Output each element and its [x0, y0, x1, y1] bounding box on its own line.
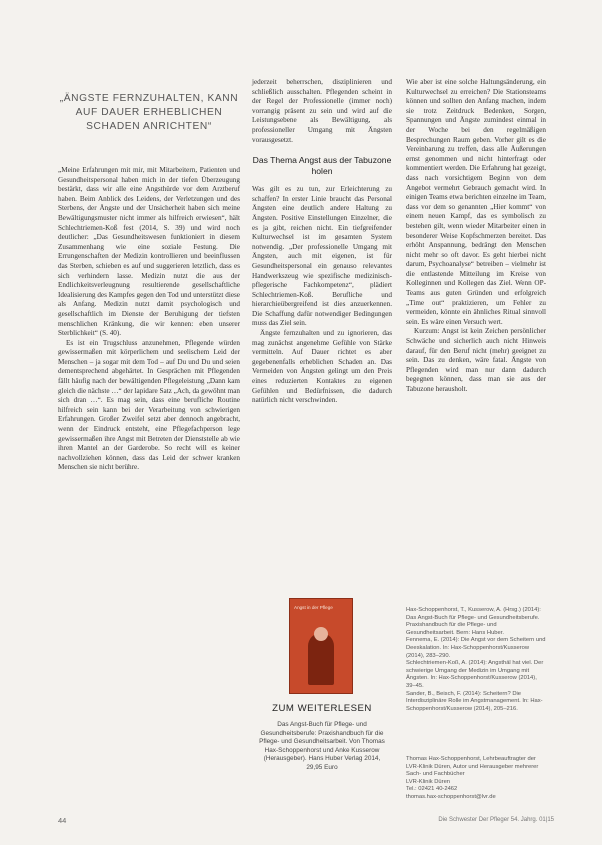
reference-item: Sander, B., Beisch, F. (2014): Scheitern? Die Interdisziplinäre Rolle im Angstmanagement. In: Hax-Schoppenhorst/Kusserow (2014), 205–216.	[406, 690, 543, 712]
column-3	[406, 78, 546, 395]
author-affiliation: LVR-Klinik Düren	[406, 778, 451, 785]
page-number: 44	[58, 816, 67, 825]
author-phone: Tel.: 02421 40-2462	[406, 786, 458, 793]
reference-item: Hax-Schoppenhorst, T., Kusserow, A. (Hrsg.) (2014): Das Angst-Buch für Pflege- und Gesundheitsberufe. Praxishandbuch für die Pflege- und Gesundheitsarbeit. Bern: Hans Huber.	[406, 607, 541, 636]
book-cover-figure-head	[314, 627, 328, 641]
paragraph: Es ist ein Trugschluss anzunehmen, Pflegende würden gewissermaßen mit körperlichem und seelischem Leid der Menschen – ja sogar mit dem Tod – auf Du und Du und seien dementsprechend abgehärtet. In Gesprächen mit Pflegenden fällt häufig nach der bewältigenden Pflegeleistung „Dann kam gleich die nächste …“ der lapidare Satz „Ach, da gewöhnt man sich dran …“. Es mag sein, dass eine berufliche Routine hilfreich sein kann bei der Verarbeitung von schwierigen Erfahrungen. Großer Zweifel setzt aber dennoch angebracht, wenn der Eindruck entsteht, eine Pflegefachperson lege gewissermaßen ihre Angst mit Betreten der Dienststelle ab wie ihren Mantel an der Garderobe. So recht will es keiner nachvollziehen können, dass das Leid der schwer kranken Menschen sie nicht berühre.	[58, 338, 240, 472]
references	[406, 607, 546, 713]
paragraph: Kurzum: Angst ist kein Zeichen persönlicher Schwäche und sicherlich auch nicht Hinweis darauf, für den Beruf nicht (mehr) geeignet zu sein. Das zu denken, wäre fatal. Ängste von Pflegenden wird man nur dann dadurch begegnen können, dass man sie aus der Tabuzone herausholt.	[406, 327, 546, 393]
column-1	[58, 166, 240, 473]
pull-quote: „ÄNGSTE FERNZUHALTEN, KANN AUF DAUER ERHEBLICHEN SCHADEN ANRICHTEN“	[59, 93, 239, 132]
author-email: thomas.hax-schoppenhorst@lvr.de	[406, 793, 496, 800]
reference-item: Fennema, E. (2014): Die Angst vor dem Scheitern und Deeskalation. In: Hax-Schoppenhorst/Kusserow (2014), 283–290.	[406, 637, 546, 659]
book-cover-image	[289, 598, 353, 694]
paragraph: Was gilt es zu tun, zur Erleichterung zu schaffen? In erster Linie braucht das Personal Ängsten eine deutlich andere Haltung zu Ängsten. Positive Einstellungen Einzelner, die es ja gibt, reichen nicht. Ein tiefgreifender Kulturwechsel ist im gesamten System notwendig. „Der professionelle Umgang mit Ängsten, auch mit eigenen, ist für Gesundheitspersonal ein genauso relevantes Handwerkszeug wie spezifische medizinisch-pflegerische Fachkompetenz“, plädiert Schlechtriemen-Koß. Berufliche und hierarchieübergreifend ist dies anzuerkennen. Die Schaffung dafür notwendiger Bedingungen muss das Ziel sein.	[252, 185, 392, 328]
book-cover-title: Angst in der Pflege	[294, 605, 333, 610]
paragraph: Wie aber ist eine solche Haltungsänderung, ein Kulturwechsel zu erreichen? Die Stationsteams können und sollten den Anfang machen, indem sie trotz Zeitdruck Bedenken, Sorgen, Spannungen und Ängste zumindest einmal in der Woche bei den regelmäßigen Besprechungen Raum geben. Vorher gilt es die Vereinbarung zu treffen, dass alle Äußerungen ernst genommen und nicht hinterfragt oder kommentiert werden. Die Erfahrung hat gezeigt, dass nach vorsichtigem Beginn von dem Angebot vermehrt Gebrauch gemacht wird. In einigen Teams etwa berichten einzelne im Team, dass vor dem so genannten „Hier kommt“ von einem neuen Kampf, das es symbolisch zu bestehen gilt, wenn wieder Mitarbeiter einen in besonderer Weise Kopfschmerzen bereitet. Das erhöht Anspannung, bedrängt den Menschen nicht mehr so oft davor. Es geht hierbei nicht darum, Psychoanalyse“ betreiben – vielmehr ist die entlastende Mitteilung im Kreise von Kolleginnen und Kollegen das Ziel. Wenn OP-Teams aus guten Gründen und erfolgreich „Time out“ praktizieren, um Fehler zu vermeiden, könnte ein ähnliches Ritual sinnvoll sein. Es wäre einen Versuch wert.	[406, 78, 546, 326]
reference-item: Schlechtriemen-Koß, A. (2014): Angsthäl hat viel. Der schwierige Umgang der Medizin im Umgang mit Ängsten. In: Hax-Schoppenhorst/Kusserow (2014), 39–45.	[406, 660, 544, 689]
further-reading-heading: ZUM WEITERLESEN	[272, 703, 372, 714]
journal-footer: Die Schwester Der Pfleger 54. Jahrg. 01|15	[438, 817, 554, 823]
further-reading-text: Das Angst-Buch für Pflege- und Gesundheitsberufe: Praxishandbuch für die Pflege- und Gesundheitsarbeit. Von Thomas Hax-Schoppenhorst und Anke Kusserow (Herausgeber). Hans Huber Verlag 2014, 29,95 Euro	[259, 721, 385, 771]
section-heading: Das Thema Angst aus der Tabuzone holen	[252, 155, 392, 177]
author-info	[406, 756, 546, 802]
paragraph: Ängste fernzuhalten und zu ignorieren, das mag zunächst angenehme Gefühle von Stärke vermitteln. Auf Dauer richtet es aber gegebenenfalls erheblichen Schaden an. Das Vermeiden von Ängsten gelingt um den Preis eines reduzierten Kontaktes zu eigenen Gefühlen und Bedürfnissen, die dadurch natürlich nicht verschwinden.	[252, 329, 392, 405]
author-bio: Thomas Hax-Schoppenhorst, Lehrbeauftragter der LVR-Klinik Düren, Autor und Herausgeber mehrerer Sach- und Fachbücher	[406, 756, 539, 778]
paragraph: „Meine Erfahrungen mit mir, mit Mitarbeitern, Patienten und Gesundheitspersonal haben mich in der tiefen Überzeugung bestärkt, dass wir alle eine Angsthürde vor dem Arztberuf haben. Beim Anblick des Leidens, der Verletzungen und des Sterbens, der Ängste und der Unsicherheit haben sich meine Bewältigungsmuster nicht immer als hilfreich erwiesen“, hält Schlechtriemen-Koß fest (2014, S. 39) und wird noch deutlicher: „Das Gesundheitswesen funktioniert in diesem Zusammenhang wie eine soziale Festung. Die Errungenschaften der Medizin kontrollieren und beeinflussen das Sterben, schieben es auf und suggerieren letztlich, dass es sich verhindern lasse. Medizin nutzt die aus der Endlichkeitsverleugnung resultierende gesellschaftliche Idealisierung des Kampfes gegen den Tod und unterstützt diese als Anfang. Medizin nutzt damit psychologisch und gesellschaftlich im Dienste der Beruhigung der tiefsten menschlichen Kränkung, die wir kennen: eben unserer Sterblichkeit“ (S. 40).	[58, 166, 240, 338]
paragraph: jederzeit beherrschen, disziplinieren und schließlich ausschalten. Pflegenden scheint in der Regel der Professionelle (immer noch) vorrangig präsent zu sein und wird auf die Leistungsebene als Bewältigung, als professioneller Umgang mit Ängsten vorausgesetzt.	[252, 78, 392, 144]
column-2	[252, 78, 392, 406]
